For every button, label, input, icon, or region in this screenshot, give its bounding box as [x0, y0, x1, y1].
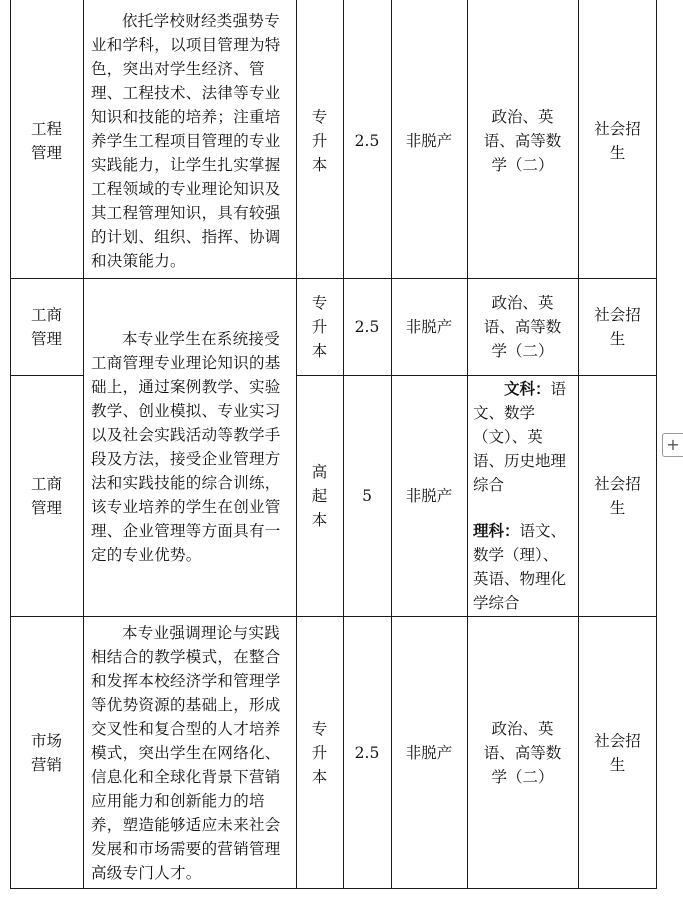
majors-table	[10, 0, 657, 889]
description-cell	[83, 278, 296, 616]
subjects-arts	[473, 377, 572, 497]
years-cell	[343, 616, 391, 889]
major-name: 市场 营销	[30, 731, 62, 774]
enrollment-source: 社会招 生	[594, 474, 641, 517]
subjects-cell	[467, 616, 578, 889]
study-years: 2.5	[354, 743, 380, 762]
major-description: 本专业强调理论与实践相结合的教学模式，在整合和发挥本校经济学和管理学等优势资源的基础上，形成交叉性和复合型的人才培养模式，突出学生在网络化、信息化和全球化背景下营销应用能力和创新能力的培养，塑造能够适应未来社会发展和市场需要的营销管理高级专门人才。	[91, 623, 281, 882]
source-cell	[578, 375, 657, 616]
major-cell	[10, 4, 83, 278]
study-level: 专 升 本	[311, 108, 328, 174]
description-cell	[83, 616, 296, 889]
grid-line	[10, 0, 11, 889]
grid-line	[656, 0, 657, 889]
major-name: 工商 管理	[30, 305, 62, 348]
study-mode: 非脱产	[405, 317, 453, 336]
mode-cell	[391, 375, 467, 616]
expand-button[interactable]: +	[662, 433, 683, 457]
level-cell	[296, 4, 343, 278]
major-cell	[10, 278, 83, 375]
study-years: 2.5	[354, 132, 380, 150]
major-description: 依托学校财经类强势专业和学科，以项目管理为特色，突出对学生经济、管理、工程技术、法律等专业知识和技能的培养；注重培养学生工程项目管理的专业实践能力，让学生扎实掌握工程领域的专业理论知识及其工程管理知识，具有较强的计划、组织、指挥、协调和决策能力。	[91, 12, 281, 270]
grid-line	[83, 0, 84, 889]
exam-subjects: 政治、英 语、高等数 学（二）	[483, 293, 562, 360]
subjects-science	[473, 519, 572, 615]
grid-line	[10, 375, 83, 376]
enrollment-source: 社会招 生	[594, 120, 641, 162]
grid-line	[391, 0, 392, 889]
study-mode: 非脱产	[405, 132, 453, 150]
mode-cell	[391, 616, 467, 889]
source-cell	[578, 4, 657, 278]
mode-cell	[391, 278, 467, 375]
level-cell	[296, 278, 343, 375]
study-mode: 非脱产	[405, 743, 453, 762]
level-cell	[296, 616, 343, 889]
major-description: 本专业学生在系统接受工商管理专业理论知识的基础上，通过案例教学、实验教学、创业模拟、专业实习以及社会实践活动等教学手段及方法，接受企业管理方法和实践技能的综合训练，该专业培养的学生在创业管理、企业管理等方面具有一定的专业优势。	[91, 330, 281, 564]
study-years: 2.5	[354, 317, 380, 336]
subjects-cell	[467, 4, 578, 278]
grid-line	[10, 616, 657, 617]
study-years: 5	[362, 486, 372, 505]
exam-subjects: 政治、英 语、高等数 学（二）	[483, 108, 562, 174]
major-cell	[10, 375, 83, 616]
study-mode: 非脱产	[405, 486, 453, 505]
subjects-cell	[467, 278, 578, 375]
grid-line	[10, 278, 657, 279]
arts-subjects: 语文、数学（文）、英语、历史地理综合	[473, 379, 567, 494]
subjects-cell	[467, 375, 578, 616]
exam-subjects: 政治、英 语、高等数 学（二）	[483, 719, 562, 786]
years-cell	[343, 4, 391, 278]
major-name: 工程 管理	[30, 120, 62, 162]
description-cell	[83, 4, 296, 278]
science-label: 理科：	[473, 520, 520, 540]
grid-line	[296, 0, 297, 889]
years-cell	[343, 375, 391, 616]
grid-line	[10, 888, 657, 889]
level-cell	[296, 375, 343, 616]
enrollment-source: 社会招 生	[594, 305, 641, 348]
grid-line	[296, 375, 657, 376]
mode-cell	[391, 4, 467, 278]
arts-label: 文科：	[504, 378, 551, 398]
study-level: 专 升 本	[311, 293, 328, 360]
study-level: 高 起 本	[311, 462, 328, 529]
enrollment-source: 社会招 生	[594, 731, 641, 774]
source-cell	[578, 616, 657, 889]
grid-line	[467, 0, 468, 889]
grid-line	[343, 0, 344, 889]
major-name: 工商 管理	[30, 474, 62, 517]
major-cell	[10, 616, 83, 889]
years-cell	[343, 278, 391, 375]
science-subjects: 语文、数学（理）、英语、物理化学综合	[473, 521, 567, 612]
grid-line	[578, 0, 579, 889]
study-level: 专 升 本	[311, 719, 328, 786]
source-cell	[578, 278, 657, 375]
